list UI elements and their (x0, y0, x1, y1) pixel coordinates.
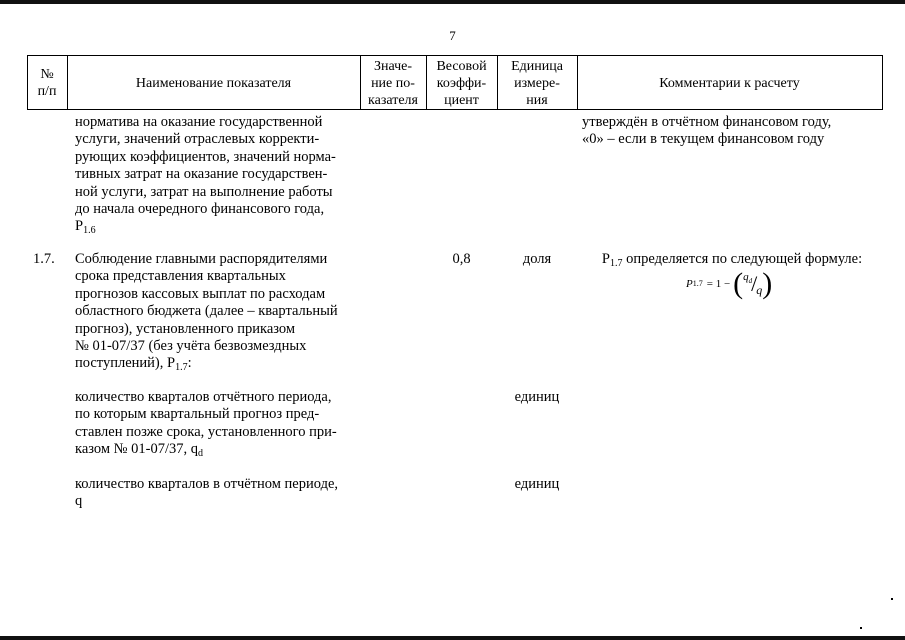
header-unit-line: Единица (511, 59, 563, 74)
text-line: тивных затрат на оказание государствен- (75, 166, 328, 183)
header-unit-line: ния (526, 93, 548, 108)
text-line: срока представления квартальных (75, 268, 286, 285)
text-fragment: поступлений), P (75, 355, 176, 372)
subrow-qd-unit: единиц (514, 389, 560, 405)
subrow-qd-name (75, 389, 354, 459)
text-line: «0» – если в текущем финансовом году (582, 131, 825, 148)
text-line: услуги, значений отраслевых корректи- (75, 131, 320, 148)
header-num (27, 66, 67, 100)
col-divider (882, 55, 883, 110)
text-line: рующих коэффициентов, значений норма- (75, 148, 336, 165)
text-line: q (75, 493, 83, 510)
row-1-7-weight: 0,8 (452, 251, 471, 267)
header-value (360, 58, 426, 109)
text-line: утверждён в отчётном финансовом году, (582, 114, 832, 130)
text-line (75, 218, 354, 235)
formula-lhs: P (686, 278, 693, 290)
page-number: 7 (449, 28, 456, 43)
header-top-line (27, 55, 883, 56)
formula-operator: = 1 − (706, 278, 731, 290)
scan-speck (891, 598, 893, 600)
formula-paren-close: ) (762, 267, 773, 300)
top-border (0, 0, 905, 4)
symbol-subscript: 1.7 (609, 258, 623, 269)
header-name: Наименование показателя (135, 76, 292, 91)
text-line: областного бюджета (далее – квартальный (75, 303, 338, 320)
text-fragment: казом № 01-07/37, q (75, 441, 198, 458)
header-unit (497, 58, 577, 109)
text-line: количество кварталов в отчётном периоде, (75, 476, 339, 492)
text-line: Соблюдение главными распорядителями (75, 251, 328, 267)
formula-p17: P 1.7 = 1 − ( $q_d$ / q ) (686, 267, 773, 300)
formula-numerator-symbol: q (743, 271, 749, 283)
row-continued-name (75, 114, 354, 236)
symbol-subscript: d (198, 448, 203, 460)
row-1-7-name (75, 251, 354, 373)
header-comment: Комментарии к расчету (659, 76, 800, 91)
row-1-7-unit: доля (522, 251, 552, 267)
text-line: прогноз), установленного приказом (75, 320, 296, 337)
text-line: до начала очередного финансового года, (75, 201, 325, 218)
header-bottom-line (27, 109, 883, 110)
text-line: количество кварталов отчётного периода, (75, 389, 332, 405)
formula-denominator: q (756, 282, 763, 297)
formula-numerator (743, 271, 752, 283)
header-num-line: № (40, 67, 54, 82)
header-value-line: ние по- (371, 76, 415, 91)
header-weight-line: циент (444, 93, 479, 108)
text-line: № 01-07/37 (без учёта безвозмездных (75, 338, 307, 355)
header-weight-line: коэффи- (436, 76, 487, 91)
scan-speck (860, 627, 862, 629)
row-continued-comment (582, 114, 878, 149)
text-line (75, 355, 354, 372)
text-line: ной услуги, затрат на выполнение работы (75, 183, 333, 200)
row-1-7-comment (582, 251, 882, 268)
symbol: P (75, 218, 84, 235)
symbol-subscript: 1.7 (175, 362, 188, 374)
header-value-line: казателя (368, 93, 418, 108)
text-fragment: : (187, 355, 192, 372)
text-line: прогнозов кассовых выплат по расходам (75, 285, 326, 302)
subrow-q-unit: единиц (514, 476, 560, 492)
subrow-q-name (75, 476, 354, 511)
symbol-subscript: 1.6 (83, 225, 96, 237)
text-line: норматива на оказание государственной (75, 114, 323, 130)
formula-numerator-subscript: d (748, 277, 753, 285)
text-line: ставлен позже срока, установленного при- (75, 423, 337, 440)
text-line: по которым квартальный прогноз пред- (75, 406, 320, 423)
text-fragment: определяется по следующей формуле: (622, 251, 863, 267)
header-num-line: п/п (37, 84, 57, 99)
formula-paren-open: ( (733, 267, 744, 300)
header-unit-line: измере- (514, 76, 560, 91)
bottom-border (0, 636, 905, 640)
formula-fraction-slash: / (751, 271, 758, 296)
header-value-line: Значе- (373, 59, 413, 74)
header-weight (426, 58, 497, 109)
text-line (75, 441, 354, 458)
header-weight-line: Весовой (436, 59, 487, 74)
row-number: 1.7. (33, 251, 55, 267)
symbol: P (601, 251, 610, 267)
